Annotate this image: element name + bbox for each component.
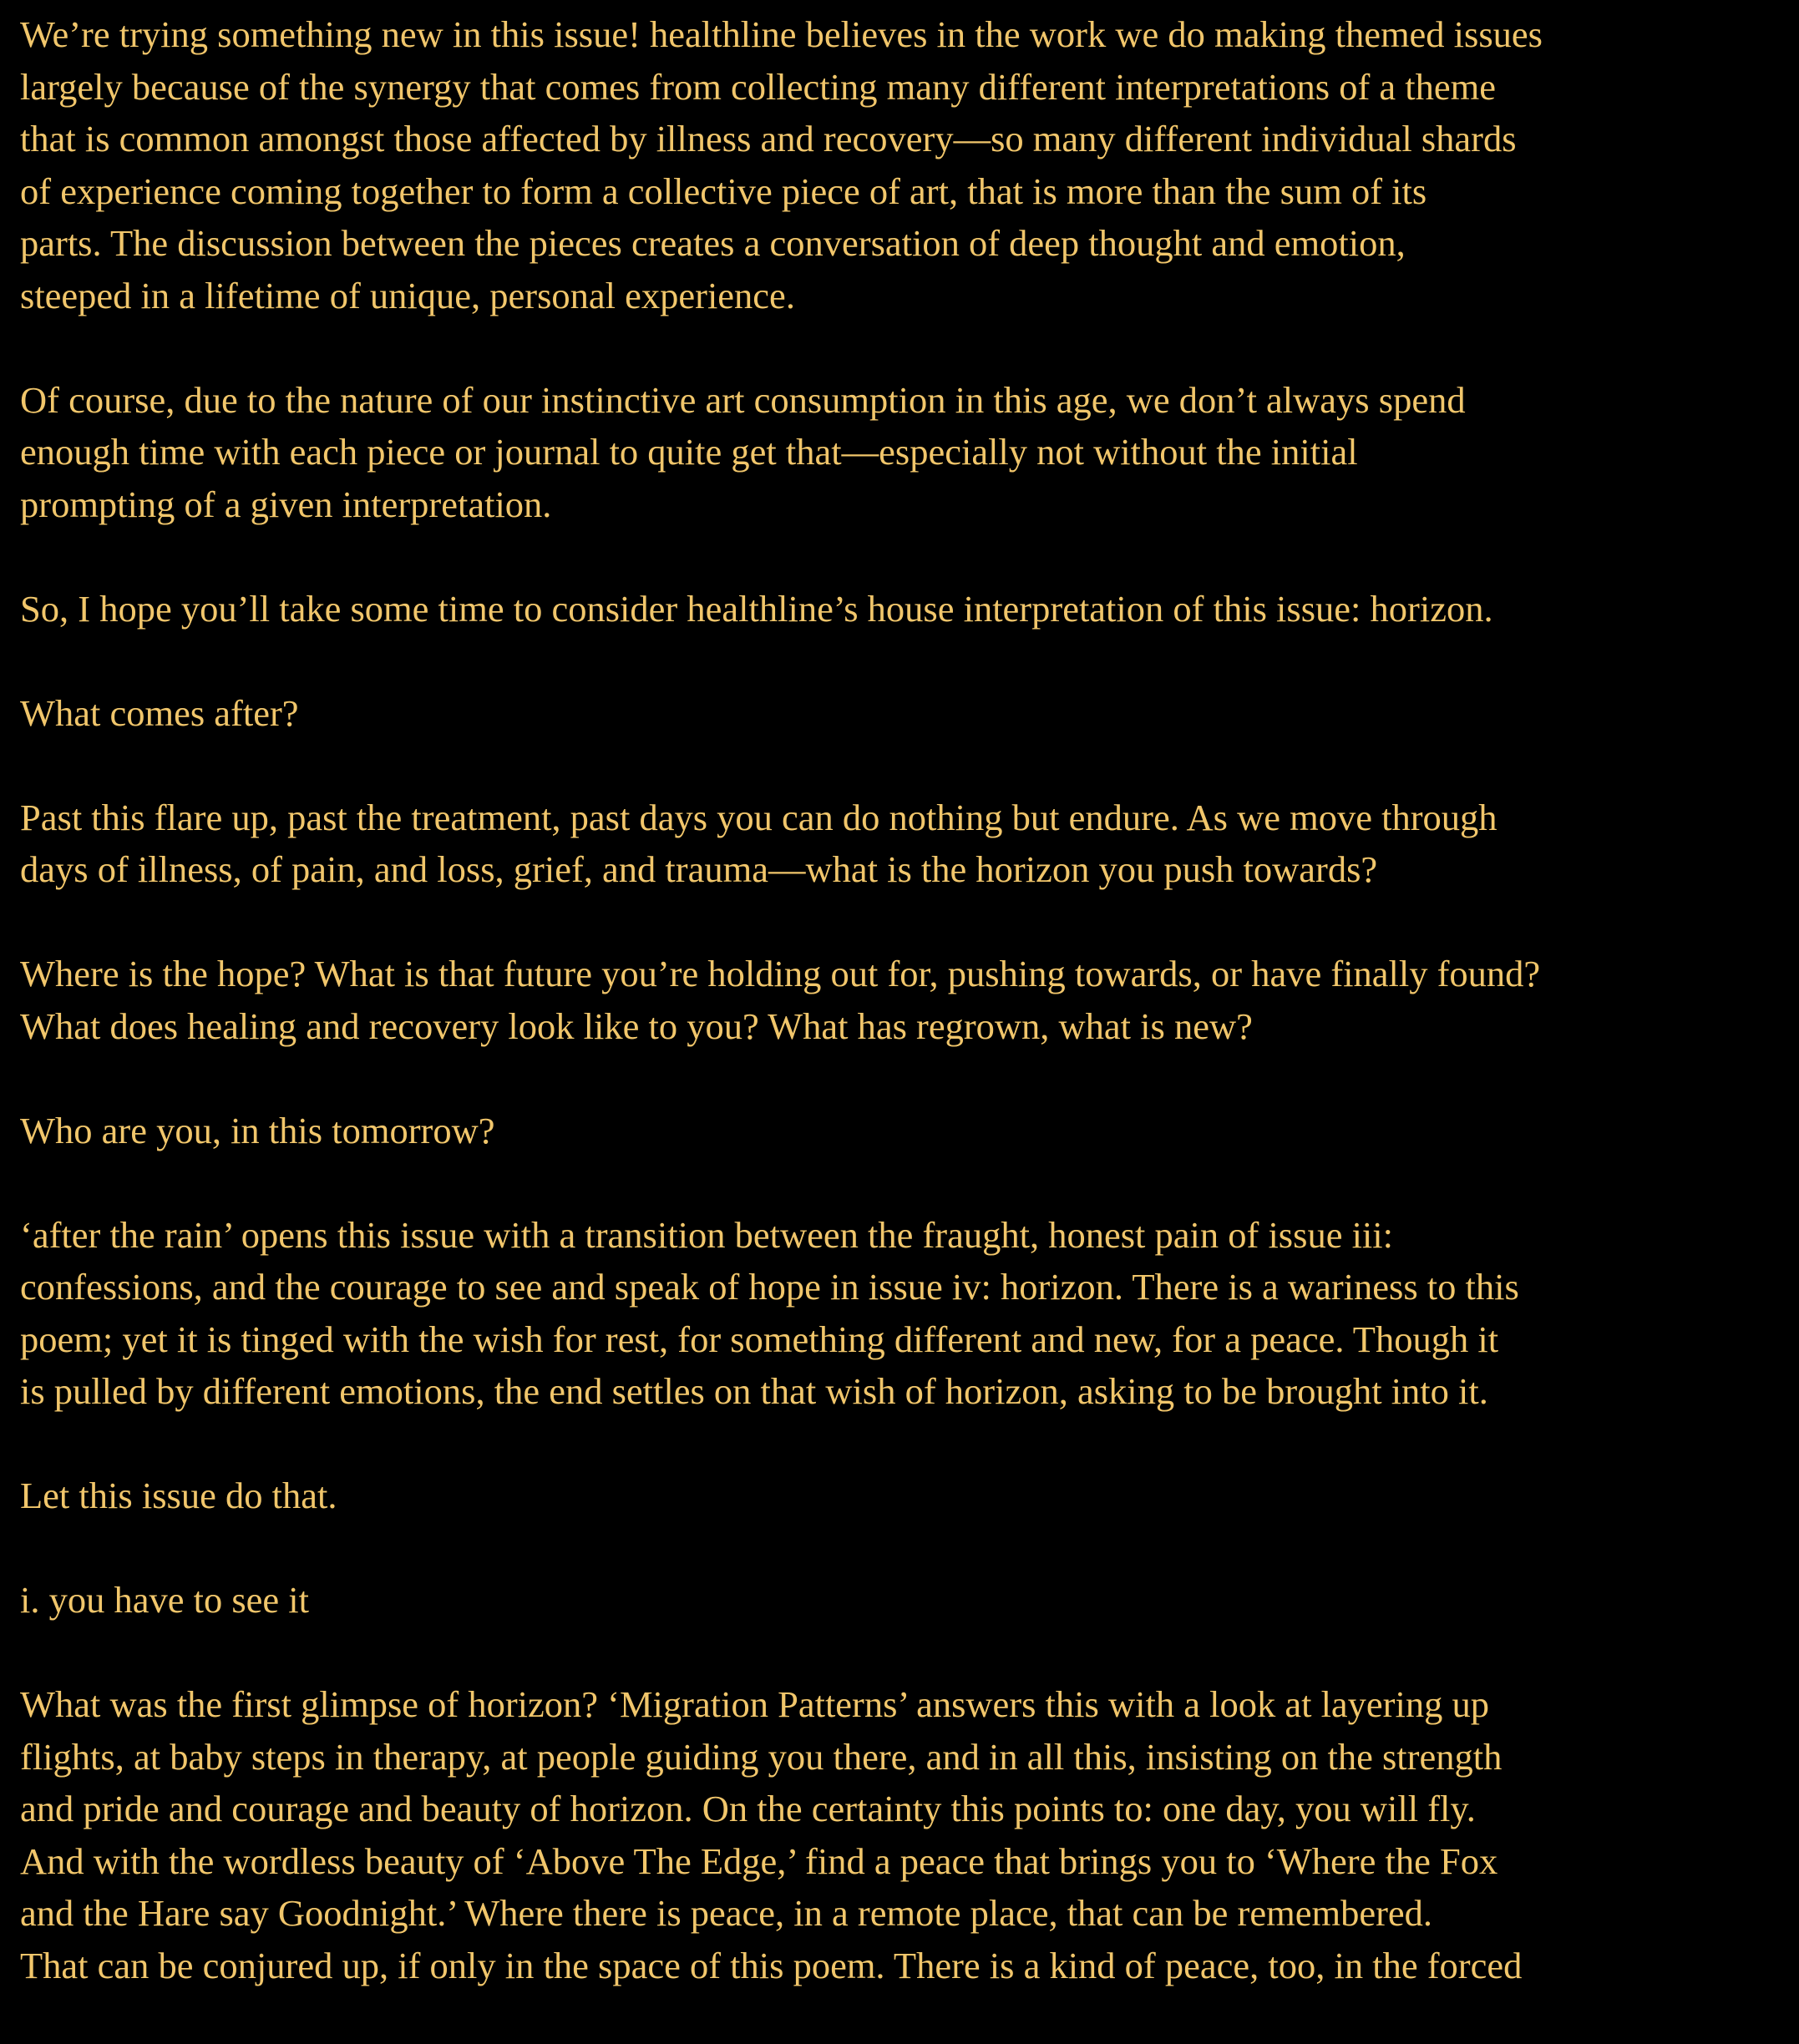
text-line: Past this flare up, past the treatment, past days you can do nothing but endure. As we move through — [20, 796, 1497, 838]
paragraph — [20, 792, 1789, 896]
text-line: largely because of the synergy that comes from collecting many different interpretations of a theme — [20, 65, 1497, 108]
text-line: and pride and courage and beauty of horizon. On the certainty this points to: one day, you will fly. — [20, 1788, 1476, 1829]
paragraph — [20, 8, 1789, 321]
text-line: confessions, and the courage to see and speak of hope in issue iv: horizon. There is a wariness to this — [20, 1266, 1519, 1308]
text-line: of experience coming together to form a collective piece of art, that is more than the sum of its — [20, 169, 1427, 212]
paragraph — [20, 1574, 1789, 1627]
text-line: enough time with each piece or journal to quite get that—especially not without the initial — [20, 431, 1358, 473]
text-line: parts. The discussion between the pieces creates a conversation of deep thought and emotion, — [20, 222, 1406, 264]
text-line: Let this issue do that. — [20, 1475, 337, 1516]
paragraph — [20, 1470, 1789, 1522]
text-line: So, I hope you’ll take some time to consider healthline’s house interpretation of this issue: horizon. — [20, 587, 1493, 630]
text-line: What comes after? — [20, 691, 299, 734]
paragraph — [20, 1209, 1789, 1418]
text-line: Who are you, in this tomorrow? — [20, 1109, 495, 1151]
text-line: prompting of a given interpretation. — [20, 483, 552, 525]
text-line: that is common amongst those affected by illness and recovery—so many different individual shards — [20, 118, 1517, 159]
text-line: Where is the hope? What is that future you’re holding out for, pushing towards, or have finally found? — [20, 953, 1541, 994]
text-line: poem; yet it is tinged with the wish for rest, for something different and new, for a peace. Though it — [20, 1318, 1499, 1360]
text-line: That can be conjured up, if only in the space of this poem. There is a kind of peace, too, in the forced — [20, 1944, 1523, 1986]
paragraph — [20, 948, 1789, 1052]
paragraph — [20, 1678, 1789, 1991]
text-line: is pulled by different emotions, the end settles on that wish of horizon, asking to be brought into it. — [20, 1370, 1488, 1412]
paragraph — [20, 687, 1789, 740]
text-line: Of course, due to the nature of our instinctive art consumption in this age, we don’t always spend — [20, 378, 1466, 421]
text-line: And with the wordless beauty of ‘Above The Edge,’ find a peace that brings you to ‘Where the Fox — [20, 1839, 1498, 1882]
text-line: What was the first glimpse of horizon? ‘Migration Patterns’ answers this with a look at layering up — [20, 1683, 1489, 1725]
text-line: flights, at baby steps in therapy, at people guiding you there, and in all this, insisting on the strength — [20, 1735, 1503, 1778]
text-line: i. you have to see it — [20, 1579, 310, 1621]
text-line: What does healing and recovery look like to you? What has regrown, what is new? — [20, 1004, 1253, 1047]
paragraph — [20, 374, 1789, 531]
text-line: steeped in a lifetime of unique, personal experience. — [20, 274, 795, 316]
text-line: ‘after the rain’ opens this issue with a transition between the fraught, honest pain of issue iii: — [20, 1213, 1394, 1256]
text-line: days of illness, of pain, and loss, grief, and trauma—what is the horizon you push towards? — [20, 848, 1378, 890]
text-line: and the Hare say Goodnight.’ Where there is peace, in a remote place, that can be remembered. — [20, 1892, 1433, 1934]
document-body — [20, 8, 1789, 2044]
paragraph — [20, 583, 1789, 635]
paragraph — [20, 1105, 1789, 1157]
text-line: We’re trying something new in this issue! healthline believes in the work we do making themed issues — [20, 13, 1543, 55]
